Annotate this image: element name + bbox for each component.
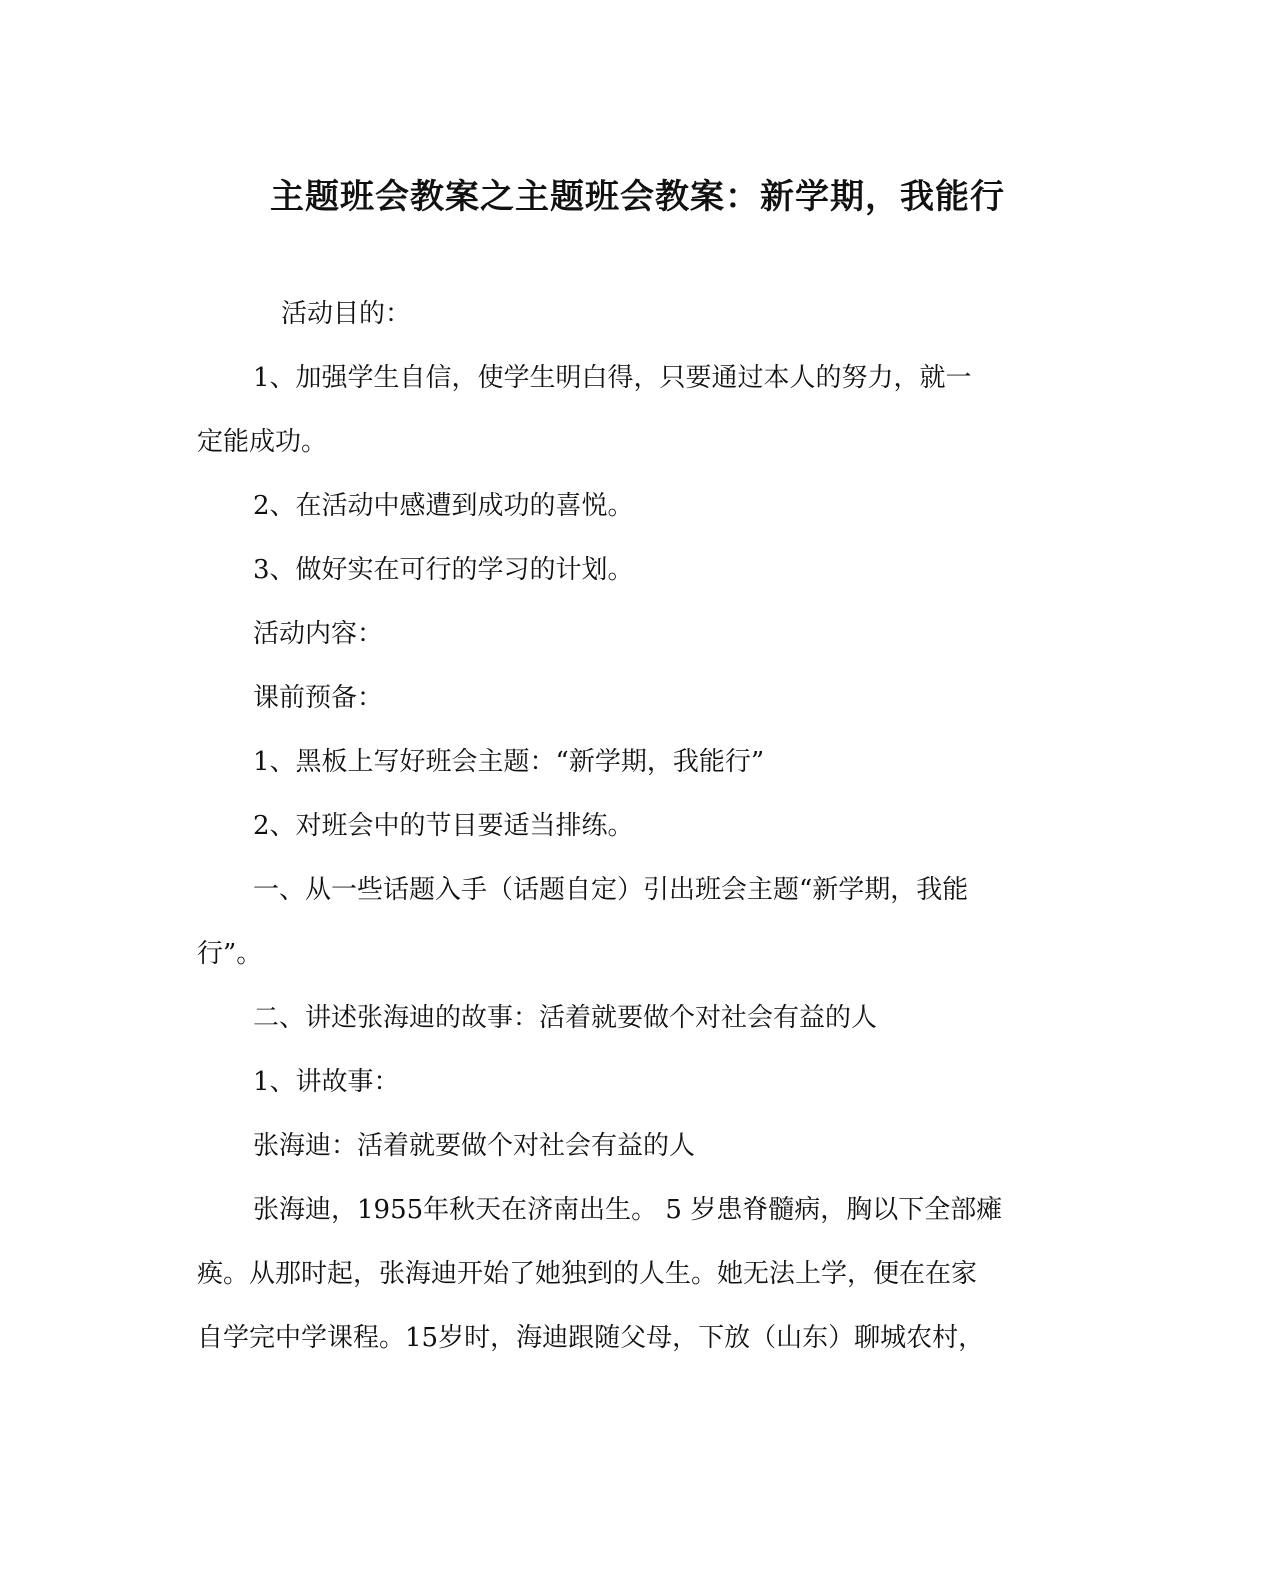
paragraph-story-title: 张海迪：活着就要做个对社会有益的人 (253, 1131, 696, 1161)
paragraph-story-body (197, 1178, 1065, 1370)
paragraph-step-1-line-1: 一、从一些话题入手（话题自定）引出班会主题“新学期，我能 (253, 875, 969, 905)
paragraph-purpose-3: 3、做好实在可行的学习的计划。 (253, 555, 634, 585)
paragraph-step-2: 二、讲述张海迪的故事：活着就要做个对社会有益的人 (253, 1003, 878, 1033)
paragraph-story-body-line-1: 张海迪，1955年秋天在济南出生。 5 岁患脊髓病，胸以下全部瘫 (253, 1195, 1003, 1225)
paragraph-story-body-line-3: 自学完中学课程。15岁时，海迪跟随父母，下放（山东）聊城农村， (197, 1323, 985, 1353)
paragraph-preparation-1: 1、黑板上写好班会主题：“新学期，我能行” (253, 747, 765, 777)
document-body (197, 282, 1065, 1370)
paragraph-purpose-1-line-1: 1、加强学生自信，使学生明白得，只要通过本人的努力，就一 (253, 363, 972, 393)
paragraph-activity-content: 活动内容： (253, 619, 384, 649)
paragraph-step-1-line-2: 行”。 (197, 939, 263, 969)
paragraph-purpose-1-line-2: 定能成功。 (197, 427, 328, 457)
document-title: 主题班会教案之主题班会教案：新学期，我能行 (270, 177, 1005, 217)
paragraph-story-body-line-2: 痪。从那时起，张海迪开始了她独到的人生。她无法上学，便在在家 (197, 1259, 978, 1289)
paragraph-step-1 (197, 858, 1065, 986)
paragraph-preparation: 课前预备： (253, 683, 384, 713)
paragraph-activity-purpose: 活动目的： (281, 299, 412, 329)
paragraph-preparation-2: 2、对班会中的节目要适当排练。 (253, 811, 634, 841)
paragraph-purpose-2: 2、在活动中感遭到成功的喜悦。 (253, 491, 634, 521)
paragraph-tell-story: 1、讲故事： (253, 1067, 400, 1097)
paragraph-purpose-1 (197, 346, 1065, 474)
